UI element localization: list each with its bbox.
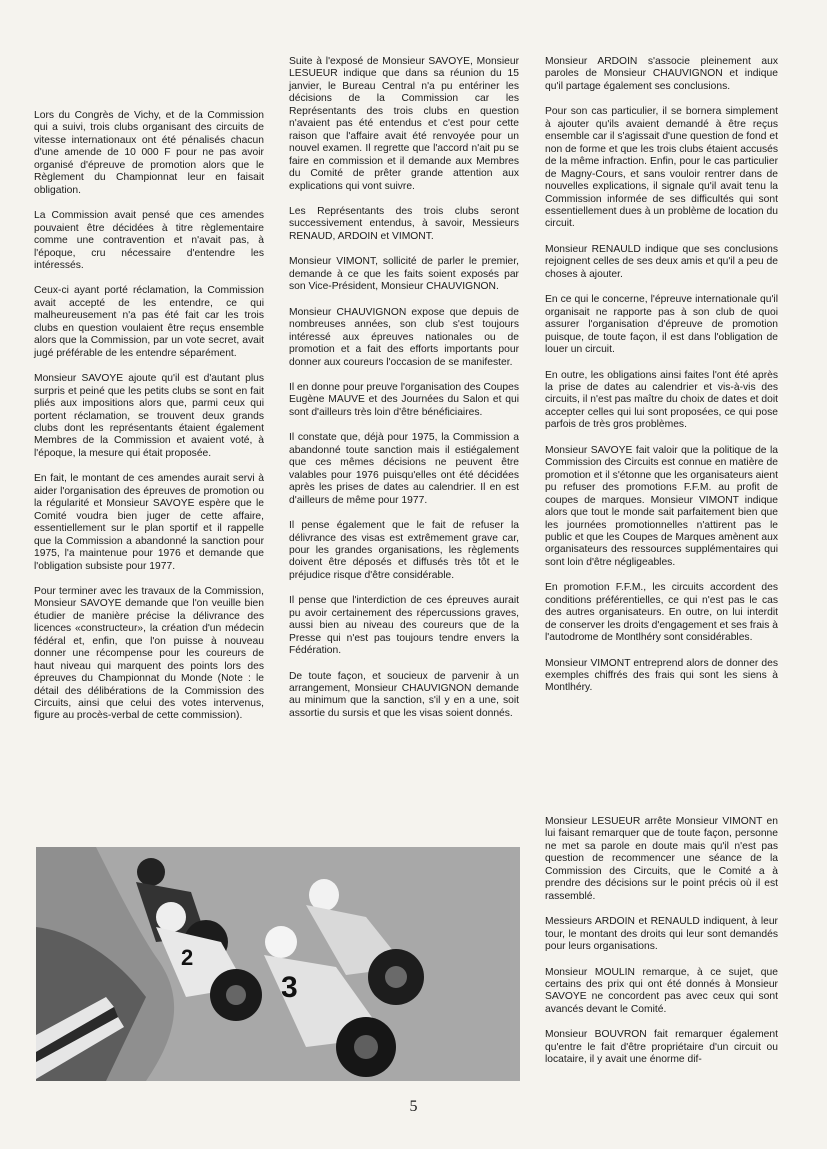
paragraph: Il constate que, déjà pour 1975, la Commission a abandonné toute sanction mais il estiégalement que ces mêmes décisions ne peuvent être valables pour 1976 puisqu'elles ont été décidées après les prises de dates au calendrier. Il en est d'ailleurs de même pour 1977.	[289, 432, 519, 506]
paragraph: Monsieur BOUVRON fait remarquer également qu'entre le fait d'être propriétaire d'un circuit ou locataire, il y avait une énorme dif-	[545, 1029, 778, 1066]
paragraph: Monsieur VIMONT, sollicité de parler le premier, demande à ce que les faits soient exposés par son Vice-Président, Monsieur CHAUVIGNON.	[289, 256, 519, 293]
paragraph: Ceux-ci ayant porté réclamation, la Commission avait accepté de les entendre, ce qui malheureusement n'a pas été fait car les trois clubs en question voulaient être reçus ensemble alors que la Commission, par un vote secret, avait jugé préférable de les entendre séparément.	[34, 285, 264, 359]
paragraph: Il pense également que le fait de refuser la délivrance des visas est extrêmement grave car, pour les grandes organisations, les règlements doivent être déposés et diffusés très tôt et le préjudice risque d'être considérable.	[289, 520, 519, 581]
paragraph: Messieurs ARDOIN et RENAULD indiquent, à leur tour, le montant des droits qui leur sont demandés pour leurs organisations.	[545, 916, 778, 953]
paragraph: Monsieur LESUEUR arrête Monsieur VIMONT en lui faisant remarquer que de toute façon, personne ne met sa parole en doute mais qu'il n'est pas question de recommencer une séance de la Commission des Circuits, que le Comité a à prendre des décisions sur le point précis où il est rassemblé.	[545, 816, 778, 902]
paragraph: En outre, les obligations ainsi faites l'ont été après la prise de dates au calendrier et vis-à-vis des circuits, il n'est pas maître du choix de dates et doit accepter celles qui lui sont proposées, ce qui pose parfois de très gros problèmes.	[545, 369, 778, 431]
paragraph: En fait, le montant de ces amendes aurait servi à aider l'organisation des épreuves de promotion ou la régularité et Monsieur SAVOYE espère que le Comité voudra bien juger de cette affaire, essentiellement sur le plan sportif et il rappelle que la Commission a abandonné la sanction pour 1975, l'a maintenue pour 1976 et demande que l'obligation subsiste pour 1977.	[34, 473, 264, 572]
text-column-3	[545, 56, 778, 708]
paragraph: En ce qui le concerne, l'épreuve internationale qu'il organisait ne rapporte pas à son club de quoi assurer l'organisation d'épreuve de promotion puisque, de toute façon, il est dans l'obligation de louer un circuit.	[545, 294, 778, 356]
text-column-2	[289, 56, 519, 733]
paragraph: Monsieur MOULIN remarque, à ce sujet, que certains des prix qui ont été donnés à Monsieur SAVOYE ne concordent pas avec ceux qui sont avancés devant le Comité.	[545, 966, 778, 1015]
page-number: 5	[409, 1098, 418, 1115]
svg-text:2: 2	[181, 945, 194, 970]
paragraph: Monsieur SAVOYE ajoute qu'il est d'autant plus surpris et peiné que les petits clubs se sont en fait pliés aux impositions alors que, parmi ceux qui portent réclamation, se trouvent deux grands clubs dont les représentants étaient également Membres de la Commission et avaient voté, à l'époque, la mesure qui était proposée.	[34, 373, 264, 459]
paragraph: Lors du Congrès de Vichy, et de la Commission qui a suivi, trois clubs organisant des circuits de vitesse internationaux ont été pénalisés chacun d'une amende de 10 000 F pour ne pas avoir organisé d'épreuve de promotion alors que le Règlement du Championnat leur en faisait obligation.	[34, 110, 264, 196]
paragraph: En promotion F.F.M., les circuits accordent des conditions préférentielles, ce qui n'est pas le cas des autres organisateurs. En outre, on lui interdit de conserver les droits d'engagement et ses frais à l'autodrome de Montlhéry sont considérables.	[545, 582, 778, 644]
text-column-3-continued	[545, 816, 778, 1080]
paragraph: Monsieur VIMONT entreprend alors de donner des exemples chiffrés des frais qui sont les siens à Montlhéry.	[545, 657, 778, 694]
motorcycle-racing-photo	[36, 847, 520, 1081]
paragraph: Pour terminer avec les travaux de la Commission, Monsieur SAVOYE demande que l'on veuille bien étudier de manière précise la délivrance des licences «constructeur», la création d'un médecin fédéral et, enfin, que l'on puisse à nouveau donner une récompense pour les coureurs de haut niveau qui marquent des points lors des épreuves du Championnat du Monde (Note : le détail des délibérations de la Commission des Circuits, ainsi que celui des votes intervenus, figure au procès-verbal de cette commission).	[34, 585, 264, 722]
paragraph: De toute façon, et soucieux de parvenir à un arrangement, Monsieur CHAUVIGNON demande au minimum que la sanction, s'il y en a une, soit assortie du sursis et que les visas soient donnés.	[289, 670, 519, 719]
paragraph: Pour son cas particulier, il se bornera simplement à ajouter qu'ils avaient demandé à être reçus ensemble car il s'agissait d'une question de fond et non de forme et que les trois clubs étaient accusés de la même infraction. Enfin, pour le cas particulier de Magny-Cours, et sans vouloir rentrer dans de nouvelles explications, il signale qu'il avait tenu la Commission informée de ses difficultés qui sont essentiellement dues à un problème de location du circuit.	[545, 106, 778, 230]
svg-text:3: 3	[281, 971, 298, 1004]
paragraph: Monsieur RENAULD indique que ses conclusions rejoignent celles de ses deux amis et qu'il a peu de choses à ajouter.	[545, 243, 778, 280]
paragraph: Il pense que l'interdiction de ces épreuves aurait pu avoir certainement des répercussions graves, aussi bien au niveau des coureurs que de la Presse qui n'est pas toujours tendre envers la Fédération.	[289, 595, 519, 657]
paragraph: Monsieur CHAUVIGNON expose que depuis de nombreuses années, son club s'est toujours intéressé aux épreuves nationales ou de promotion et a fait des efforts importants pour donner aux coureurs l'occasion de se manifester.	[289, 306, 519, 368]
paragraph: Monsieur ARDOIN s'associe pleinement aux paroles de Monsieur CHAUVIGNON et indique qu'il partage également ses conclusions.	[545, 56, 778, 92]
paragraph: Suite à l'exposé de Monsieur SAVOYE, Monsieur LESUEUR indique que dans sa réunion du 15 janvier, le Bureau Central n'a pu entériner les décisions de la Commission car les Représentants des trois clubs en question n'avaient pas été entendus et c'est pour cette raison que l'affaire avait été renvoyée pour un nouvel examen. Il regrette que l'accord n'ait pu se faire en commission et il demande aux Membres du Comité de prêter grande attention aux explications qui vont suivre.	[289, 56, 519, 192]
text-column-1	[34, 110, 264, 736]
paragraph: La Commission avait pensé que ces amendes pouvaient être décidées à titre règlementaire comme une contravention et n'avait pas, à l'époque, cru nécessaire d'entendre les intéressés.	[34, 210, 264, 271]
paragraph: Les Représentants des trois clubs seront successivement entendus, à savoir, Messieurs RENAUD, ARDOIN et VIMONT.	[289, 205, 519, 242]
paragraph: Il en donne pour preuve l'organisation des Coupes Eugène MAUVE et des Journées du Salon et qui sont d'ailleurs très loin d'être bénéficiaires.	[289, 381, 519, 418]
photo-illustration	[36, 847, 520, 1081]
paragraph: Monsieur SAVOYE fait valoir que la politique de la Commission des Circuits est connue en matière de promotion et il s'étonne que les organisateurs aient pu refuser des promotions F.F.M. au profit de coupes de marques. Monsieur VIMONT indique alors que tout le monde sait parfaitement bien que les journées promotionnelles n'attirent pas le public et que les Coupes de Marques amènent aux organisateurs des ressources supplémentaires qui sont loin d'être négligeables.	[545, 444, 778, 568]
